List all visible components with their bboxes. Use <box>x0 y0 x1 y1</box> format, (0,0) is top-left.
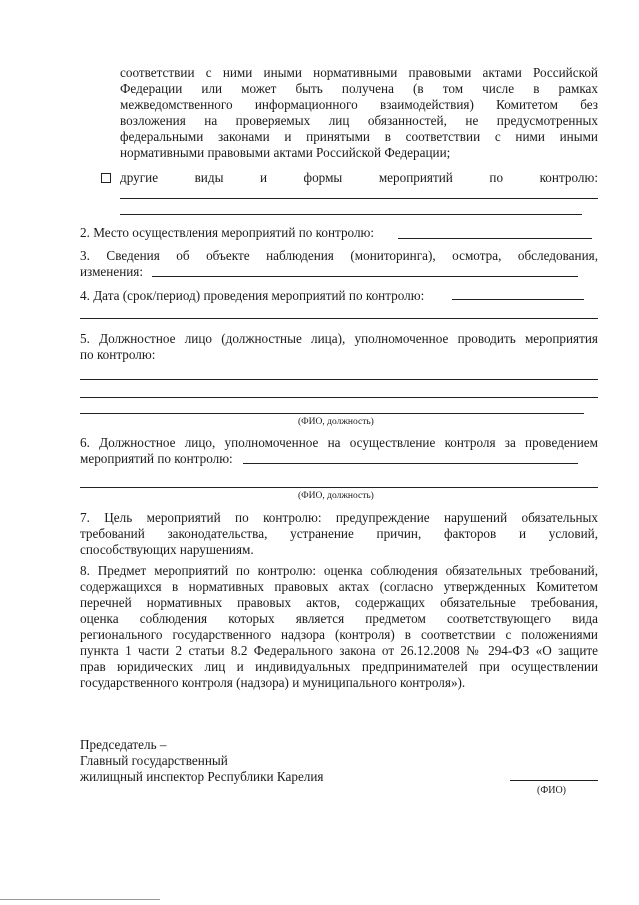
top-line-5: федеральными законами и принятыми в соответствии с ними иными <box>120 129 598 144</box>
section-5-fill-line-2 <box>80 397 598 398</box>
other-option-checkbox[interactable] <box>101 173 111 183</box>
section-8-line-1: 8. Предмет мероприятий по контролю: оценка соблюдения обязательных требований, <box>80 563 598 578</box>
section-6-fill-line-1 <box>243 463 578 464</box>
page-edge-line <box>0 899 160 900</box>
section-5-fill-line-3 <box>80 413 584 414</box>
section-8-line-4: оценка соблюдения которых является предметом соответствующего вида <box>80 611 598 626</box>
signature-title-2: Главный государственный <box>80 753 228 768</box>
section-8-line-2: содержащихся в нормативных правовых актах (согласно утвержденных Комитетом <box>80 579 598 594</box>
section-8-line-3: перечней нормативных правовых актов, содержащих обязательные требования, <box>80 595 598 610</box>
section-6-line-1: 6. Должностное лицо, уполномоченное на осуществление контроля за проведением <box>80 435 598 450</box>
section-8-line-8: государственного контроля (надзора) и муниципального контроля»). <box>80 675 466 690</box>
section-4-line-2 <box>80 318 598 319</box>
section-2-fill-line <box>398 238 592 239</box>
top-line-3: межведомственного информационного взаимодействия) Комитетом без <box>120 97 598 112</box>
section-3-fill-line <box>152 276 578 277</box>
section-7-line-2: требований законодательства, устранение причин, факторов и условий, <box>80 526 598 541</box>
top-line-1: соответствии с ними иными нормативными правовыми актами Российской <box>120 65 598 80</box>
section-6-line-2: мероприятий по контролю: <box>80 451 233 466</box>
section-2-label: 2. Место осуществления мероприятий по контролю: <box>80 225 375 240</box>
top-line-2: Федерации или может быть получена (в том числе в рамках <box>120 81 598 96</box>
signature-caption: (ФИО) <box>537 785 567 796</box>
section-8-line-5: регионального государственного надзора (контроля) в соответствии с положениями <box>80 627 598 642</box>
section-6-caption: (ФИО, должность) <box>298 491 374 501</box>
section-4-fill-line <box>452 299 584 300</box>
section-5-line-2: по контролю: <box>80 347 156 362</box>
other-option-line-2 <box>120 214 582 215</box>
other-option-line-1 <box>120 198 598 199</box>
section-8-line-6: пункта 1 части 2 статьи 8.2 Федерального закона от 26.12.2008 № 294-ФЗ «О защите <box>80 643 598 658</box>
top-line-6: нормативными правовыми актами Российской Федерации; <box>120 145 451 160</box>
section-5-caption: (ФИО, должность) <box>298 417 374 427</box>
section-6-fill-line-2 <box>80 487 598 488</box>
section-3-line-2: изменения: <box>80 264 144 279</box>
signature-line <box>510 780 598 781</box>
section-7-line-1: 7. Цель мероприятий по контролю: предупреждение нарушений обязательных <box>80 510 598 525</box>
other-option-label: другие виды и формы мероприятий по контролю: <box>120 170 598 185</box>
section-8-line-7: прав юридических лиц и индивидуальных предпринимателей при осуществлении <box>80 659 598 674</box>
section-7-line-3: способствующих нарушениям. <box>80 542 254 557</box>
signature-title-3: жилищный инспектор Республики Карелия <box>80 769 324 784</box>
section-3-line-1: 3. Сведения об объекте наблюдения (мониторинга), осмотра, обследования, <box>80 248 598 263</box>
signature-title-1: Председатель – <box>80 737 167 752</box>
section-5-fill-line-1 <box>80 379 598 380</box>
top-line-4: возложения на проверяемых лиц обязанностей, не предусмотренных <box>120 113 598 128</box>
section-5-line-1: 5. Должностное лицо (должностные лица), уполномоченное проводить мероприятия <box>80 331 598 346</box>
section-4-label: 4. Дата (срок/период) проведения мероприятий по контролю: <box>80 288 425 303</box>
